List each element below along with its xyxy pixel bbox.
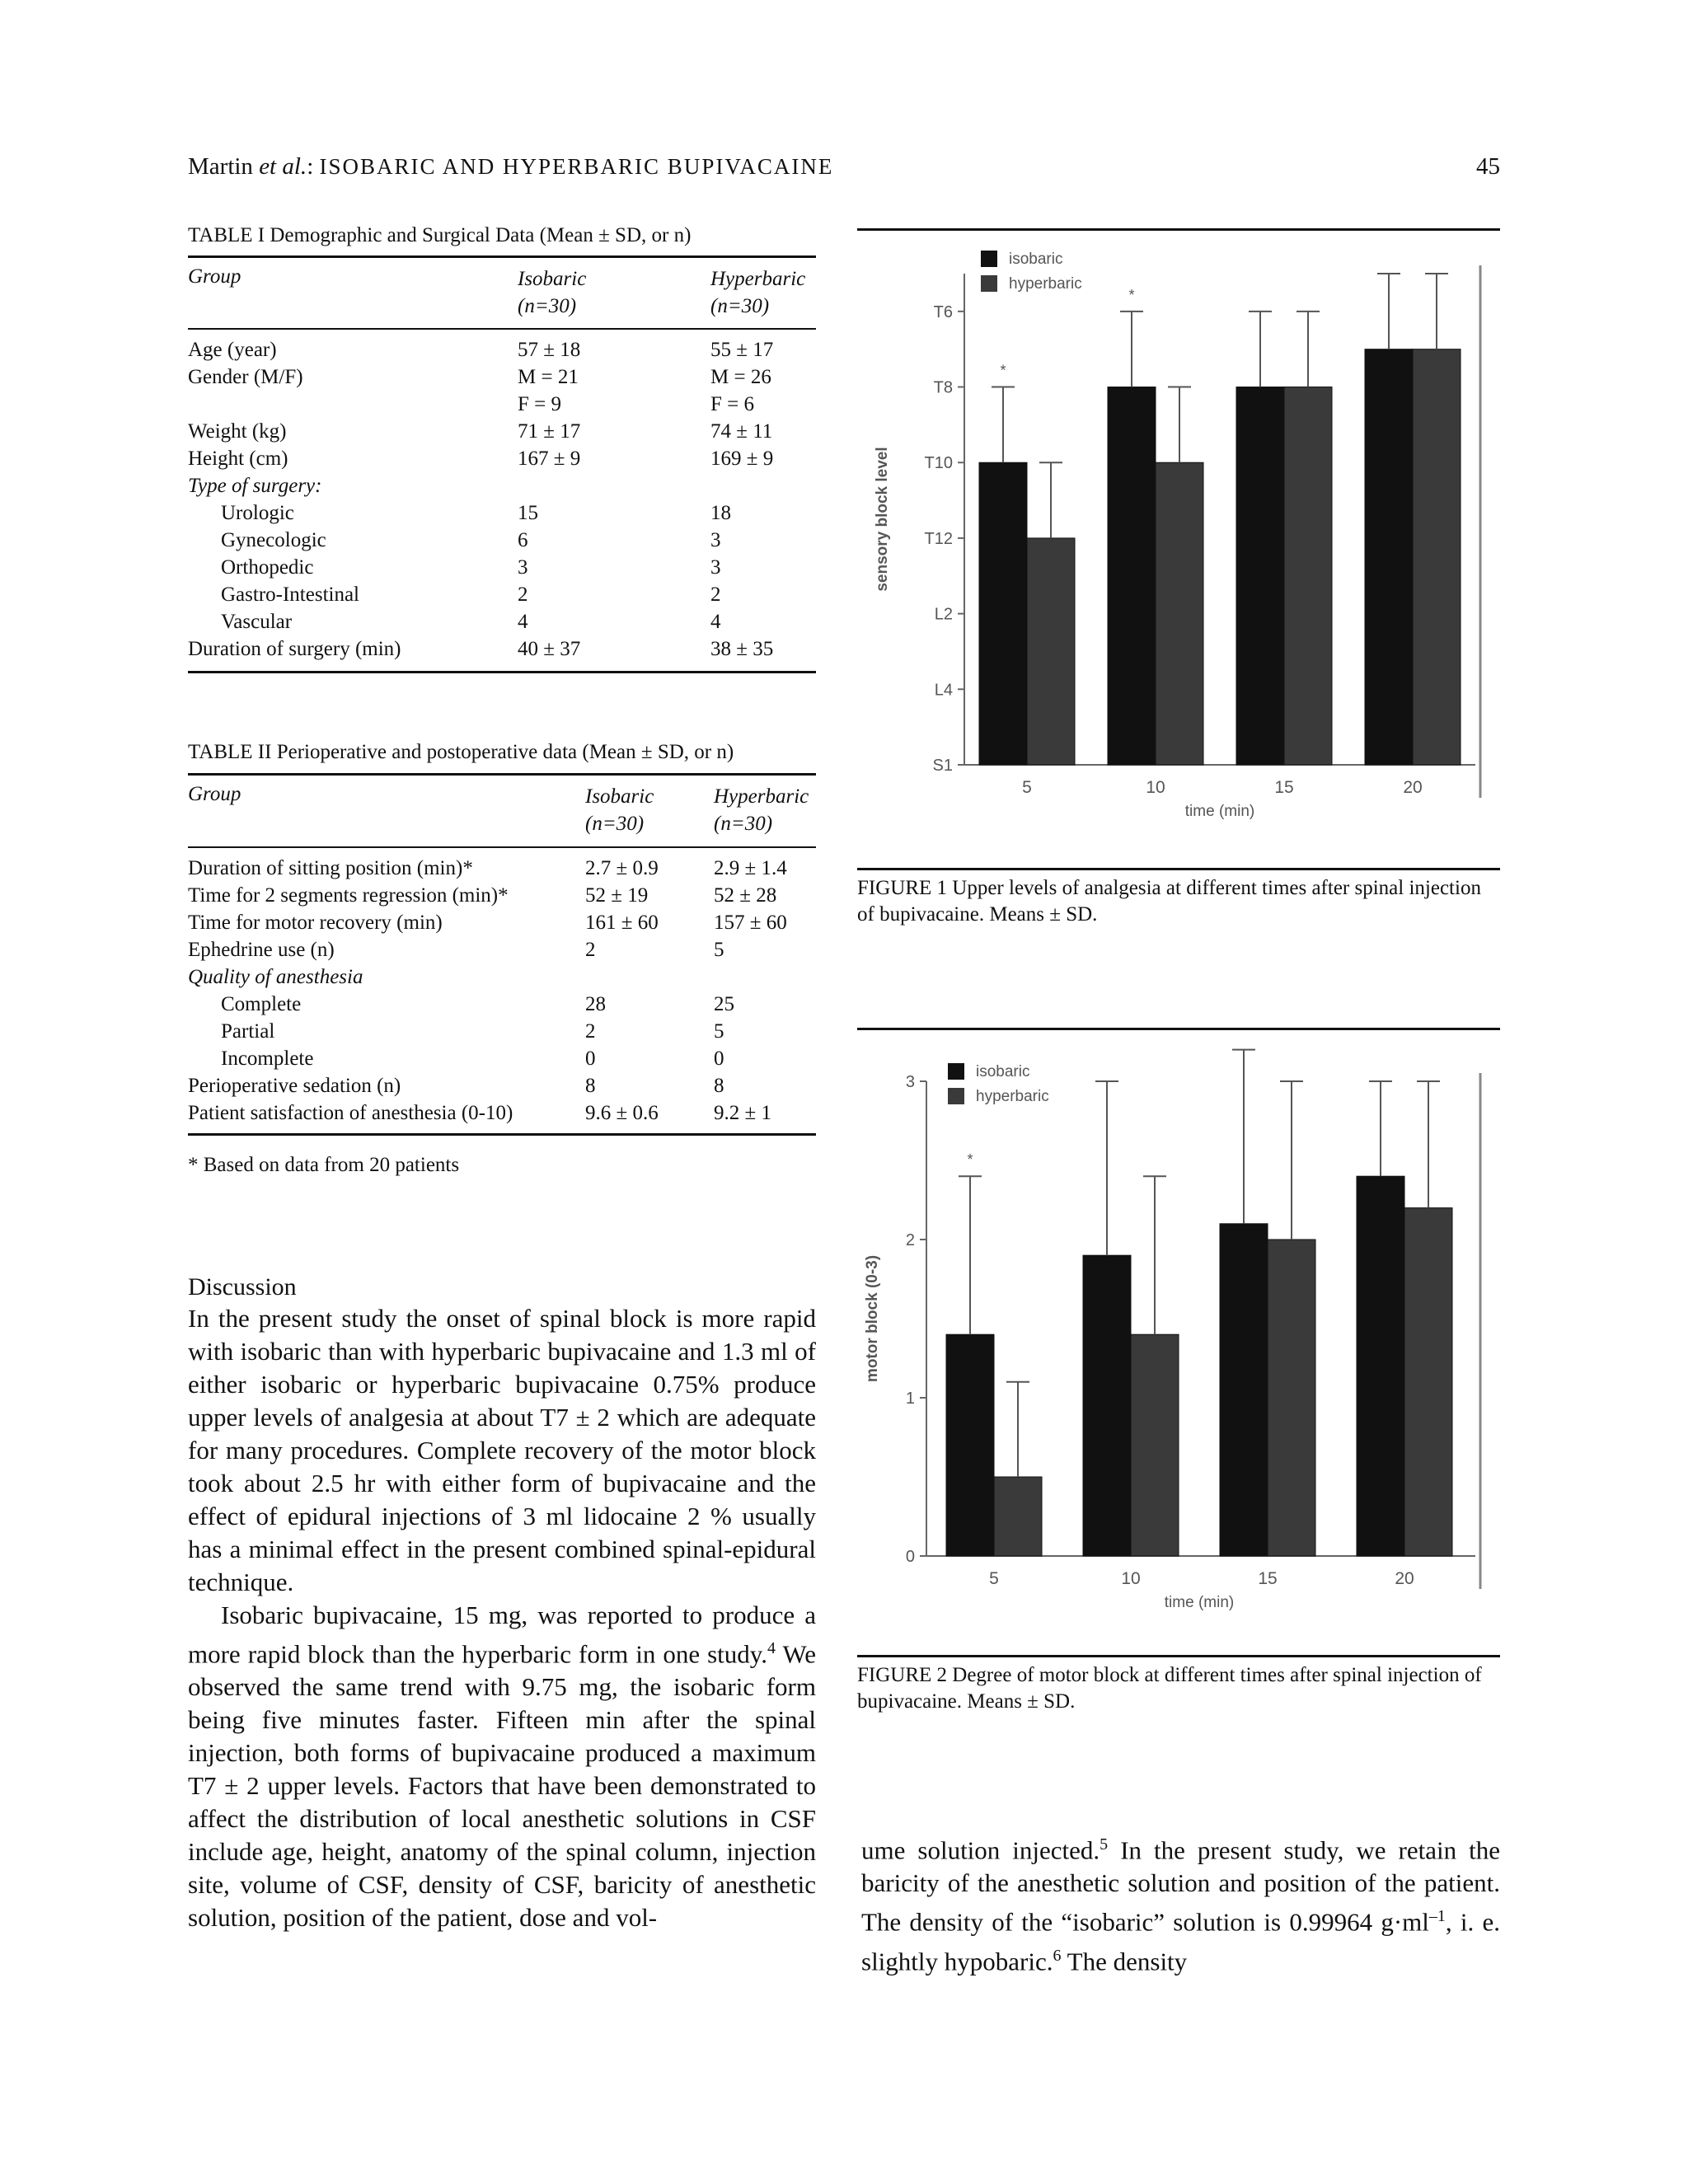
table2 (188, 855, 816, 1127)
y-tick-label: T6 (933, 302, 953, 321)
x-tick-label: 20 (1403, 778, 1423, 797)
hyperbaric-cell: 18 (710, 502, 731, 524)
right-column-paragraph (861, 1828, 1500, 1978)
table-row (188, 418, 816, 445)
x-tick-label: 10 (1121, 1569, 1141, 1588)
hyperbaric-cell: 38 ± 35 (710, 638, 774, 660)
table-row (188, 554, 816, 581)
y-tick-label: T10 (924, 454, 953, 473)
col2-text-b: In the present study, we retain the baricity of the anesthetic solution and position of the patient. The density of the “isobaric” solution is 0.99964 g·ml (861, 1835, 1500, 1937)
table2-head-col1 (585, 783, 654, 837)
row-label: Complete (221, 993, 302, 1015)
hyperbaric-cell: 25 (714, 993, 734, 1015)
x-tick-label: 20 (1395, 1569, 1414, 1588)
col2-text-d: The density (1061, 1946, 1188, 1975)
hyperbaric-cell: 52 ± 28 (714, 884, 777, 907)
table1-top-rule (188, 255, 816, 258)
section-heading-discussion: Discussion (188, 1273, 297, 1301)
row-label: Time for motor recovery (min) (188, 912, 443, 934)
hyperbaric-cell: 2 (710, 583, 721, 606)
figure2-chart (857, 1038, 1500, 1632)
row-label: Urologic (221, 502, 294, 524)
isobaric-cell: 6 (518, 529, 528, 551)
y-tick-label: 1 (905, 1390, 915, 1408)
table-row (188, 1018, 816, 1045)
table-row (188, 635, 816, 663)
table-row (188, 445, 816, 472)
bar-isobaric (979, 462, 1027, 765)
significance-asterisk: * (1000, 362, 1006, 379)
hyperbaric-cell: 4 (710, 611, 721, 633)
row-label: Weight (kg) (188, 420, 287, 443)
legend-label-hyperbaric: hyperbaric (1009, 275, 1082, 293)
x-tick-label: 5 (989, 1569, 999, 1588)
isobaric-cell: 2 (518, 583, 528, 606)
table2-top-rule (188, 773, 816, 776)
table1-head-col2-n: (n=30) (710, 295, 770, 317)
legend-swatch-isobaric (981, 251, 997, 267)
y-tick-label: S1 (932, 757, 953, 775)
bar-isobaric (1365, 349, 1413, 765)
hyperbaric-cell: 5 (714, 1020, 724, 1043)
isobaric-cell (518, 472, 710, 499)
discussion-paragraph-2 (188, 1599, 816, 1934)
table-row (188, 1072, 816, 1099)
paragraph-2-text-a: Isobaric bupivacaine, 15 mg, was reported to produce a more rapid block than the hyperbaric form in one study. (188, 1601, 816, 1669)
x-axis-label: time (min) (1164, 1594, 1235, 1611)
hyperbaric-cell (710, 472, 816, 499)
isobaric-cell: 71 ± 17 (518, 420, 581, 443)
row-label: Perioperative sedation (n) (188, 1075, 401, 1097)
row-label: Gynecologic (221, 529, 326, 551)
bar-hyperbaric (1413, 349, 1461, 765)
bar-isobaric (1220, 1224, 1268, 1556)
table1-head-col2 (710, 265, 805, 320)
isobaric-cell: M = 21 (518, 366, 579, 388)
x-tick-label: 15 (1274, 778, 1294, 797)
table1-head-group: Group (188, 265, 241, 288)
y-axis-label: sensory block level (874, 447, 891, 592)
row-label: Time for 2 segments regression (min)* (188, 884, 509, 907)
x-tick-label: 10 (1146, 778, 1165, 797)
table-row (188, 855, 816, 882)
unit-exponent: –1 (1428, 1907, 1446, 1926)
figure2-top-rule (857, 1028, 1500, 1030)
isobaric-cell: 2 (585, 939, 596, 961)
table1-head-col1 (518, 265, 586, 320)
hyperbaric-cell: 169 ± 9 (710, 448, 774, 470)
bar-hyperbaric (1284, 387, 1332, 765)
row-label: Type of surgery: (188, 475, 322, 497)
table2-head-col2-n: (n=30) (714, 813, 773, 835)
table2-head-col2-label: Hyperbaric (714, 785, 809, 808)
table-row (188, 391, 816, 418)
isobaric-cell: F = 9 (518, 393, 562, 415)
isobaric-cell: 15 (518, 502, 538, 524)
row-label: Gastro-Intestinal (221, 583, 360, 606)
y-tick-label: 2 (905, 1231, 915, 1249)
hyperbaric-cell: 74 ± 11 (710, 420, 773, 443)
hyperbaric-cell: M = 26 (710, 366, 771, 388)
table1-head-rule (188, 328, 816, 330)
hyperbaric-cell: 55 ± 17 (710, 339, 774, 361)
isobaric-cell: 28 (585, 993, 606, 1015)
table1-head-col1-n: (n=30) (518, 295, 577, 317)
table2-head-col1-n: (n=30) (585, 813, 645, 835)
figure1-caption: FIGURE 1 Upper levels of analgesia at different times after spinal injection of bupivacaine. Means ± SD. (857, 877, 1481, 926)
header-title: ISOBARIC AND HYPERBARIC BUPIVACAINE (319, 154, 834, 179)
figure1-chart (857, 239, 1500, 849)
row-label: Gender (M/F) (188, 366, 303, 388)
y-axis-label: motor block (0-3) (864, 1254, 881, 1383)
table-row (188, 499, 816, 527)
isobaric-cell (585, 963, 714, 991)
hyperbaric-cell: 3 (710, 529, 721, 551)
bar-isobaric (946, 1334, 994, 1556)
bar-isobaric (1357, 1176, 1404, 1556)
header-et-al: et al. (259, 153, 307, 180)
table-row (188, 1099, 816, 1127)
isobaric-cell: 52 ± 19 (585, 884, 649, 907)
row-label: Partial (221, 1020, 275, 1043)
table-row (188, 472, 816, 499)
table-row (188, 936, 816, 963)
hyperbaric-cell: 2.9 ± 1.4 (714, 857, 787, 879)
legend-label-isobaric: isobaric (1009, 251, 1063, 268)
legend-swatch-hyperbaric (948, 1088, 964, 1104)
figure1-top-rule (857, 228, 1500, 231)
y-tick-label: 0 (905, 1548, 915, 1566)
bar-isobaric (1236, 387, 1284, 765)
legend-label-isobaric: isobaric (976, 1063, 1030, 1080)
isobaric-cell: 57 ± 18 (518, 339, 581, 361)
table2-head-group: Group (188, 783, 241, 805)
table-row (188, 527, 816, 554)
table1-caption: TABLE I Demographic and Surgical Data (Mean ± SD, or n) (188, 224, 692, 246)
col2-text-a: ume solution injected. (861, 1835, 1100, 1865)
hyperbaric-cell (714, 963, 816, 991)
table2-caption: TABLE II Perioperative and postoperative data (Mean ± SD, or n) (188, 741, 734, 763)
col2-text-c: , i. e. slightly hypobaric. (861, 1907, 1501, 1975)
hyperbaric-cell: 157 ± 60 (714, 912, 787, 934)
y-tick-label: T8 (933, 378, 953, 397)
bar-isobaric (1083, 1255, 1131, 1556)
table-row (188, 336, 816, 363)
isobaric-cell: 8 (585, 1075, 596, 1097)
table1-bottom-rule (188, 671, 816, 673)
table-row (188, 991, 816, 1018)
bar-hyperbaric (1131, 1334, 1179, 1556)
row-label: Ephedrine use (n) (188, 939, 335, 961)
table1-head-col1-label: Isobaric (518, 268, 587, 290)
isobaric-cell: 40 ± 37 (518, 638, 581, 660)
header-authors: Martin (188, 153, 253, 180)
row-label (188, 391, 518, 418)
table2-bottom-rule (188, 1133, 816, 1136)
discussion-paragraph-1: In the present study the onset of spinal block is more rapid with isobaric than with hyperbaric bupivacaine and 1.3 ml of either isobaric or hyperbaric bupivacaine 0.75% produce upper levels of analgesia at about T7 ± 2 which are adequate for many procedures. Complete recovery of the motor block took about 2.5 hr with either form of bupivacaine and the effect of epidural injections of 3 ml lidocaine 2 % usually has a minimal effect in the present combined spinal-epidural technique. (188, 1304, 816, 1596)
table-row (188, 581, 816, 608)
row-label: Patient satisfaction of anesthesia (0-10) (188, 1102, 513, 1124)
x-tick-label: 15 (1258, 1569, 1278, 1588)
paragraph-2-text-b: We observed the same trend with 9.75 mg, the isobaric form being five minutes faster. Fifteen min after the spinal injection, both forms of bupivacaine produced a maximum T7 ± 2 upper levels. Factors that have been demonstrated to affect the distribution of local anesthetic solutions in CSF include age, height, anatomy of the spinal column, injection site, volume of CSF, density of CSF, baricity of anesthetic solution, position of the patient, dose and vol- (188, 1639, 816, 1933)
table2-head-rule (188, 846, 816, 848)
row-label: Age (year) (188, 339, 277, 361)
y-tick-label: 3 (905, 1073, 915, 1091)
isobaric-cell: 2 (585, 1020, 596, 1043)
x-tick-label: 5 (1022, 778, 1032, 797)
figure2-caption-rule (857, 1655, 1500, 1657)
y-tick-label: L4 (934, 681, 953, 700)
isobaric-cell: 9.6 ± 0.6 (585, 1102, 659, 1124)
row-label: Duration of surgery (min) (188, 638, 401, 660)
bar-hyperbaric (1268, 1240, 1315, 1556)
hyperbaric-cell: 8 (714, 1075, 724, 1097)
figure2-caption: FIGURE 2 Degree of motor block at different times after spinal injection of bupivacaine. Means ± SD. (857, 1664, 1482, 1713)
row-label: Height (cm) (188, 448, 288, 470)
hyperbaric-cell: 9.2 ± 1 (714, 1102, 771, 1124)
significance-asterisk: * (1128, 286, 1135, 303)
bar-hyperbaric (1027, 538, 1075, 765)
figure1-caption-rule (857, 868, 1500, 870)
legend-swatch-isobaric (948, 1063, 964, 1080)
table2-head-col2 (714, 783, 809, 837)
y-tick-label: T12 (924, 529, 953, 548)
row-label: Quality of anesthesia (188, 966, 363, 988)
y-tick-label: L2 (934, 605, 953, 624)
bar-isobaric (1108, 387, 1156, 765)
table-row (188, 1045, 816, 1072)
table1 (188, 336, 816, 663)
row-label: Orthopedic (221, 556, 314, 579)
significance-asterisk: * (967, 1151, 973, 1169)
legend-label-hyperbaric: hyperbaric (976, 1088, 1049, 1105)
reference-4: 4 (767, 1639, 776, 1657)
hyperbaric-cell: 3 (710, 556, 721, 579)
legend-swatch-hyperbaric (981, 275, 997, 292)
reference-6: 6 (1053, 1946, 1062, 1965)
running-header: Martin et al.: ISOBARIC AND HYPERBARIC BUPIVACAINE (188, 153, 834, 180)
isobaric-cell: 3 (518, 556, 528, 579)
isobaric-cell: 4 (518, 611, 528, 633)
table-row (188, 363, 816, 391)
table1-head-col2-label: Hyperbaric (710, 268, 806, 290)
isobaric-cell: 0 (585, 1047, 596, 1070)
row-label: Vascular (221, 611, 293, 633)
hyperbaric-cell: 5 (714, 939, 724, 961)
isobaric-cell: 161 ± 60 (585, 912, 659, 934)
table2-head-col1-label: Isobaric (585, 785, 654, 808)
table-row (188, 963, 816, 991)
hyperbaric-cell: F = 6 (710, 393, 755, 415)
row-label: Duration of sitting position (min)* (188, 857, 473, 879)
bar-hyperbaric (1404, 1208, 1452, 1556)
page-number: 45 (1476, 153, 1500, 180)
table-row (188, 882, 816, 909)
row-label: Incomplete (221, 1047, 314, 1070)
table2-footnote: * Based on data from 20 patients (188, 1154, 460, 1176)
reference-5: 5 (1100, 1835, 1109, 1854)
isobaric-cell: 167 ± 9 (518, 448, 581, 470)
bar-hyperbaric (994, 1477, 1042, 1556)
table-row (188, 608, 816, 635)
x-axis-label: time (min) (1184, 803, 1255, 820)
isobaric-cell: 2.7 ± 0.9 (585, 857, 659, 879)
hyperbaric-cell: 0 (714, 1047, 724, 1070)
table-row (188, 909, 816, 936)
bar-hyperbaric (1156, 462, 1203, 765)
